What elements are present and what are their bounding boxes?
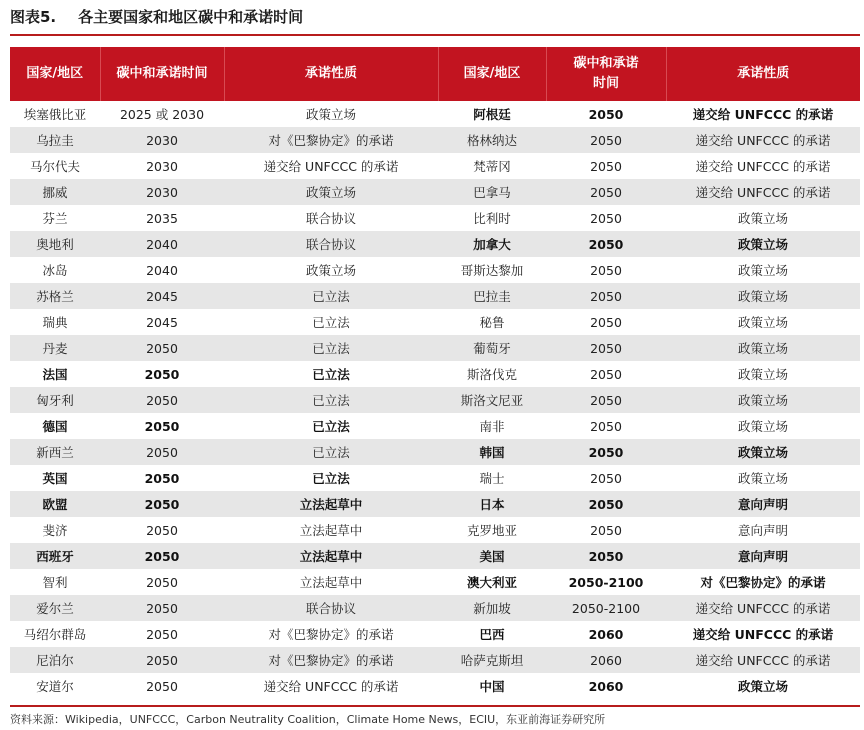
cell-nature-right: 意向声明 <box>666 491 860 517</box>
cell-country-left: 匈牙利 <box>10 387 100 413</box>
table-row <box>10 465 860 491</box>
source-note: 资料来源：Wikipedia，UNFCCC，Carbon Neutrality Coalition，Climate Home News，ECIU，东亚前海证券研究所 <box>10 713 606 726</box>
cell-time-left: 2050 <box>100 491 224 517</box>
table-row <box>10 179 860 205</box>
cell-country-left: 芬兰 <box>42 211 68 226</box>
cell-time-left: 2050 <box>146 626 178 642</box>
cell-nature-left: 对《巴黎协定》的承诺 <box>224 127 438 153</box>
cell-time-left: 2025 或 2030 <box>119 107 205 122</box>
cell-nature-right: 递交给 UNFCCC 的承诺 <box>666 127 860 153</box>
cell-country-right: 格林纳达 <box>438 127 546 153</box>
cell-time-right: 2050-2100 <box>568 574 644 590</box>
figure-title <box>10 6 303 27</box>
cell-time-left: 2045 <box>146 314 178 330</box>
cell-country-right: 巴拿马 <box>438 179 546 205</box>
cell-country-right: 瑞士 <box>479 471 505 486</box>
cell-nature-left: 已立法 <box>224 283 438 309</box>
cell-country-right: 秘鲁 <box>479 315 505 330</box>
cell-nature-left: 立法起草中 <box>299 575 363 590</box>
cell-nature-right: 对《巴黎协定》的承诺 <box>700 575 826 590</box>
cell-nature-left: 立法起草中 <box>224 543 438 569</box>
table-row <box>10 491 860 517</box>
cell-time-right: 2050 <box>546 387 666 413</box>
header-row <box>10 47 860 101</box>
cell-nature-left: 已立法 <box>312 367 350 382</box>
cell-country-left: 西班牙 <box>10 543 100 569</box>
cell-nature-left: 政策立场 <box>224 179 438 205</box>
cell-nature-right: 政策立场 <box>737 315 788 330</box>
table-row <box>10 439 860 465</box>
cell-nature-left: 已立法 <box>224 335 438 361</box>
cell-nature-left: 已立法 <box>312 419 350 434</box>
cell-nature-left: 政策立场 <box>305 107 356 122</box>
table-body <box>10 101 860 699</box>
cell-nature-left: 联合协议 <box>224 595 438 621</box>
table-row <box>10 283 860 309</box>
cell-nature-left: 对《巴黎协定》的承诺 <box>268 627 394 642</box>
cell-time-right: 2050 <box>588 106 624 122</box>
cell-country-right: 中国 <box>479 679 505 694</box>
cell-nature-right: 政策立场 <box>666 335 860 361</box>
cell-time-right: 2050 <box>546 543 666 569</box>
cell-time-right: 2050 <box>590 418 622 434</box>
cell-time-right: 2060 <box>546 647 666 673</box>
cell-time-left: 2050 <box>100 387 224 413</box>
footer-rule <box>10 705 860 707</box>
cell-nature-left: 已立法 <box>224 387 438 413</box>
cell-country-left: 斐济 <box>42 523 68 538</box>
table-row <box>10 257 860 283</box>
cell-country-left: 尼泊尔 <box>10 647 100 673</box>
cell-nature-left: 递交给 UNFCCC 的承诺 <box>263 159 399 174</box>
table-row <box>10 569 860 595</box>
header-nature-1: 承诺性质 <box>224 47 438 101</box>
cell-country-left: 乌拉圭 <box>10 127 100 153</box>
cell-country-left: 安道尔 <box>36 679 74 694</box>
cell-nature-right: 递交给 UNFCCC 的承诺 <box>666 595 860 621</box>
cell-country-right: 比利时 <box>473 211 511 226</box>
table-row <box>10 309 860 335</box>
cell-nature-right: 政策立场 <box>737 471 788 486</box>
cell-nature-right: 政策立场 <box>737 263 788 278</box>
cell-nature-right: 递交给 UNFCCC 的承诺 <box>692 627 834 642</box>
cell-time-right: 2050 <box>546 283 666 309</box>
cell-time-right: 2050 <box>590 314 622 330</box>
cell-country-right: 巴拉圭 <box>438 283 546 309</box>
cell-nature-right: 政策立场 <box>737 679 788 694</box>
cell-time-left: 2030 <box>146 158 178 174</box>
cell-country-right: 斯洛文尼亚 <box>438 387 546 413</box>
cell-country-right: 哥斯达黎加 <box>460 263 524 278</box>
cell-nature-right: 政策立场 <box>666 439 860 465</box>
cell-nature-right: 递交给 UNFCCC 的承诺 <box>692 107 834 122</box>
cell-country-right: 加拿大 <box>438 231 546 257</box>
cell-nature-left: 已立法 <box>312 471 350 486</box>
cell-country-right: 阿根廷 <box>473 107 511 122</box>
cell-time-right: 2050 <box>546 127 666 153</box>
cell-nature-right: 递交给 UNFCCC 的承诺 <box>666 647 860 673</box>
table-row <box>10 543 860 569</box>
cell-nature-right: 递交给 UNFCCC 的承诺 <box>666 179 860 205</box>
table-row <box>10 127 860 153</box>
cell-country-left: 新西兰 <box>10 439 100 465</box>
cell-country-left: 法国 <box>42 367 68 382</box>
cell-time-left: 2045 <box>100 283 224 309</box>
cell-country-right: 美国 <box>438 543 546 569</box>
cell-time-left: 2040 <box>146 262 178 278</box>
cell-time-right: 2050 <box>590 158 622 174</box>
cell-country-left: 瑞典 <box>42 315 68 330</box>
table-row <box>10 153 860 179</box>
figure-title-text: 各主要国家和地区碳中和承诺时间 <box>78 8 304 26</box>
cell-time-left: 2050 <box>146 574 178 590</box>
cell-nature-left: 联合协议 <box>305 211 356 226</box>
cell-country-right: 葡萄牙 <box>438 335 546 361</box>
header-country-2: 国家/地区 <box>438 47 546 101</box>
cell-nature-left: 立法起草中 <box>299 523 363 538</box>
cell-nature-right: 递交给 UNFCCC 的承诺 <box>695 159 831 174</box>
cell-time-left: 2050 <box>146 678 178 694</box>
cell-country-left: 奥地利 <box>10 231 100 257</box>
commitment-table <box>10 47 860 699</box>
cell-time-right: 2050 <box>546 231 666 257</box>
cell-nature-left: 已立法 <box>312 315 350 330</box>
table-row <box>10 205 860 231</box>
cell-nature-left: 已立法 <box>224 439 438 465</box>
cell-country-right: 克罗地亚 <box>466 523 517 538</box>
cell-country-left: 挪威 <box>10 179 100 205</box>
cell-time-right: 2060 <box>588 626 624 642</box>
table-row <box>10 231 860 257</box>
cell-country-right: 南非 <box>479 419 505 434</box>
cell-country-right: 澳大利亚 <box>466 575 517 590</box>
cell-time-left: 2030 <box>100 127 224 153</box>
cell-nature-right: 政策立场 <box>666 283 860 309</box>
table-row <box>10 387 860 413</box>
cell-time-left: 2050 <box>100 335 224 361</box>
table-row <box>10 621 860 647</box>
table-row <box>10 361 860 387</box>
table-row <box>10 517 860 543</box>
cell-time-left: 2035 <box>146 210 178 226</box>
cell-country-right: 日本 <box>438 491 546 517</box>
cell-time-right: 2050 <box>546 335 666 361</box>
cell-time-right: 2060 <box>588 678 624 694</box>
cell-country-left: 埃塞俄比亚 <box>23 107 87 122</box>
cell-country-left: 爱尔兰 <box>10 595 100 621</box>
cell-country-right: 斯洛伐克 <box>466 367 517 382</box>
cell-time-left: 2050 <box>100 647 224 673</box>
cell-time-left: 2050 <box>144 366 180 382</box>
cell-nature-right: 意向声明 <box>737 523 788 538</box>
cell-time-left: 2050 <box>100 595 224 621</box>
cell-country-left: 德国 <box>42 419 68 434</box>
cell-country-right: 哈萨克斯坦 <box>438 647 546 673</box>
cell-nature-left: 对《巴黎协定》的承诺 <box>224 647 438 673</box>
cell-time-right: 2050 <box>546 179 666 205</box>
cell-time-right: 2050 <box>590 262 622 278</box>
cell-country-right: 新加坡 <box>438 595 546 621</box>
cell-country-left: 马尔代夫 <box>29 159 80 174</box>
table-row <box>10 101 860 127</box>
cell-nature-left: 立法起草中 <box>224 491 438 517</box>
cell-country-left: 智利 <box>42 575 68 590</box>
cell-time-left: 2050 <box>144 418 180 434</box>
cell-country-left: 马绍尔群岛 <box>23 627 87 642</box>
figure-label: 图表5. <box>10 8 57 26</box>
cell-nature-right: 意向声明 <box>666 543 860 569</box>
table-row <box>10 413 860 439</box>
header-time-2: 碳中和承诺时间 <box>546 47 666 101</box>
cell-nature-right: 政策立场 <box>666 231 860 257</box>
table-row <box>10 673 860 699</box>
cell-country-left: 欧盟 <box>10 491 100 517</box>
cell-country-left: 丹麦 <box>10 335 100 361</box>
cell-time-right: 2050 <box>590 366 622 382</box>
header-time-1: 碳中和承诺时间 <box>100 47 224 101</box>
cell-time-left: 2050 <box>100 543 224 569</box>
header-nature-2: 承诺性质 <box>666 47 860 101</box>
table-row <box>10 595 860 621</box>
cell-country-left: 英国 <box>42 471 68 486</box>
cell-time-left: 2030 <box>100 179 224 205</box>
table-row <box>10 647 860 673</box>
table-row <box>10 335 860 361</box>
cell-country-left: 冰岛 <box>42 263 68 278</box>
cell-time-right: 2050 <box>590 210 622 226</box>
cell-time-right: 2050 <box>590 522 622 538</box>
cell-time-right: 2050 <box>546 439 666 465</box>
cell-nature-left: 联合协议 <box>224 231 438 257</box>
cell-country-right: 韩国 <box>438 439 546 465</box>
cell-time-left: 2050 <box>144 470 180 486</box>
title-rule <box>10 34 860 36</box>
cell-nature-right: 政策立场 <box>737 211 788 226</box>
cell-country-left: 苏格兰 <box>10 283 100 309</box>
cell-nature-right: 政策立场 <box>666 387 860 413</box>
header-country-1: 国家/地区 <box>10 47 100 101</box>
cell-time-left: 2040 <box>100 231 224 257</box>
cell-time-right: 2050 <box>590 470 622 486</box>
cell-time-left: 2050 <box>146 522 178 538</box>
cell-nature-right: 政策立场 <box>737 419 788 434</box>
cell-time-right: 2050 <box>546 491 666 517</box>
cell-nature-left: 政策立场 <box>305 263 356 278</box>
cell-time-left: 2050 <box>100 439 224 465</box>
cell-country-right: 巴西 <box>479 627 505 642</box>
cell-nature-right: 政策立场 <box>737 367 788 382</box>
cell-country-right: 梵蒂冈 <box>473 159 511 174</box>
cell-nature-left: 递交给 UNFCCC 的承诺 <box>263 679 399 694</box>
cell-time-right: 2050-2100 <box>546 595 666 621</box>
